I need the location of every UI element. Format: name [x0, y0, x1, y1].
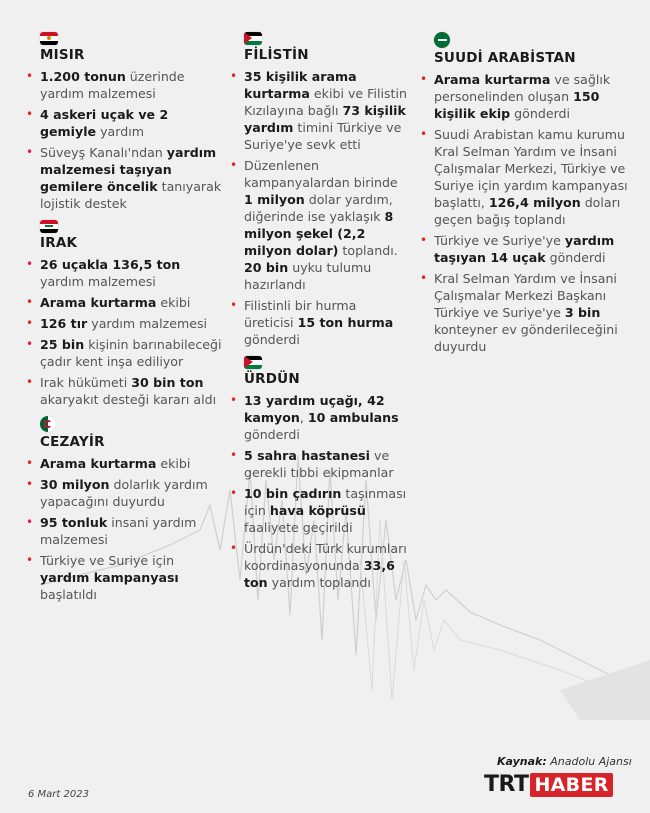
aid-item	[26, 552, 224, 603]
aid-highlight: 1.200 tonun	[40, 69, 126, 84]
country-aid-list	[26, 68, 224, 212]
aid-item	[230, 297, 408, 348]
country-suudi	[420, 32, 630, 355]
aid-text: yardım malzemesi	[87, 316, 208, 331]
source-credit	[497, 755, 632, 768]
aid-highlight: 35 kişilik arama kurtarma	[244, 69, 357, 101]
aid-text: tanıyarak lojistik destek	[40, 179, 222, 211]
aid-text: insani yardım malzemesi	[40, 515, 197, 547]
aid-text: Irak hükümeti	[40, 375, 132, 390]
aid-highlight: 4 askeri uçak ve 2 gemiyle	[40, 107, 169, 139]
publish-date: 6 Mart 2023	[28, 789, 89, 800]
aid-text: ,	[299, 410, 308, 425]
aid-text: Filistinli bir hurma üreticisi	[244, 298, 357, 330]
aid-text: ekibi	[156, 456, 191, 471]
logo-trt: TRT	[484, 772, 529, 797]
aid-text: Düzenlenen kampanyalardan birinde	[244, 158, 398, 190]
country-aid-list	[230, 68, 408, 348]
aid-text: dolarlık yardım yapacağını duyurdu	[40, 477, 208, 509]
aid-highlight: yardım malzemesi taşıyan gemilere öncelik	[40, 145, 217, 194]
aid-highlight: 73 kişilik yardım	[244, 103, 406, 135]
aid-highlight: yardım taşıyan 14 uçak	[434, 233, 615, 265]
country-aid-list	[26, 256, 224, 408]
aid-highlight: Arama kurtarma	[40, 295, 157, 310]
aid-highlight: yardım kampanyası	[40, 570, 179, 585]
aid-text: Türkiye ve Suriye için	[40, 553, 175, 568]
aid-item	[230, 540, 408, 591]
aid-text: gönderdi	[244, 332, 300, 347]
algeria-flag-icon	[40, 416, 56, 432]
aid-text: Suudi Arabistan kamu kurumu Kral Selman Yardım ve İnsani Çalışmalar Merkezi, Türkiye ve Suriye için yardım kampanyası başlattı,	[434, 127, 628, 210]
country-filistin	[230, 32, 408, 348]
aid-highlight: 10 bin çadırın	[244, 486, 342, 501]
aid-text: Süveyş Kanalı'ndan	[40, 145, 167, 160]
aid-item	[230, 485, 408, 536]
aid-text: yardım malzemesi	[40, 274, 156, 289]
aid-text: taşınması için	[244, 486, 407, 518]
aid-text: faaliyete geçirildi	[244, 520, 353, 535]
aid-highlight: 13 yardım uçağı, 42 kamyon	[244, 393, 385, 425]
aid-text: dolar yardım, diğerinde ise yaklaşık	[244, 192, 393, 224]
aid-item	[26, 514, 224, 548]
aid-item	[420, 270, 630, 355]
aid-highlight: hava köprüsü	[269, 503, 366, 518]
aid-highlight: 1 milyon	[244, 192, 305, 207]
aid-highlight: 30 milyon	[40, 477, 110, 492]
country-title: FİLİSTİN	[244, 47, 309, 63]
aid-text: uyku tulumu hazırlandı	[244, 260, 372, 292]
aid-text: yardım toplandı	[267, 575, 371, 590]
aid-highlight: 20 bin	[244, 260, 289, 275]
aid-highlight: 26 uçakla 136,5 ton	[40, 257, 181, 272]
aid-text: ve gerekli tıbbi ekipmanlar	[244, 448, 394, 480]
aid-text: gönderdi	[244, 427, 300, 442]
aid-item	[26, 106, 224, 140]
country-misir	[26, 32, 224, 212]
aid-item	[420, 71, 630, 122]
aid-text: konteyner ev gönderileceğini duyurdu	[434, 322, 618, 354]
aid-item	[26, 68, 224, 102]
aid-item	[230, 68, 408, 153]
country-cezayir	[26, 416, 224, 603]
aid-highlight: 25 bin	[40, 337, 85, 352]
aid-item	[26, 315, 224, 332]
aid-highlight: 3 bin	[564, 305, 601, 320]
aid-item	[420, 232, 630, 266]
country-title: IRAK	[40, 235, 78, 251]
aid-highlight: 150 kişilik ekip	[434, 89, 600, 121]
country-title: CEZAYİR	[40, 434, 105, 450]
aid-text: Kral Selman Yardım ve İnsani Çalışmalar Merkezi Başkanı Türkiye ve Suriye'ye	[434, 271, 617, 320]
saudi-arabia-flag-icon	[434, 32, 450, 48]
aid-text: üzerinde yardım malzemesi	[40, 69, 185, 101]
aid-highlight: 10 ambulans	[307, 410, 399, 425]
country-aid-list	[230, 392, 408, 591]
trt-haber-logo	[484, 772, 613, 797]
aid-highlight: 15 ton hurma	[297, 315, 394, 330]
aid-highlight: 95 tonluk	[40, 515, 108, 530]
aid-highlight: Arama kurtarma	[434, 72, 551, 87]
aid-highlight: 8 milyon şekel (2,2 milyon dolar)	[244, 209, 394, 258]
aid-item	[420, 126, 630, 228]
aid-text: gönderdi	[545, 250, 606, 265]
aid-text: yardım	[96, 124, 144, 139]
aid-item	[26, 374, 224, 408]
country-aid-list	[26, 455, 224, 603]
country-title: ÜRDÜN	[244, 371, 300, 387]
aid-item	[230, 157, 408, 293]
aid-item	[26, 294, 224, 311]
aid-item	[230, 447, 408, 481]
country-aid-list	[420, 71, 630, 355]
country-title: SUUDİ ARABİSTAN	[434, 50, 576, 66]
aid-highlight: 30 bin ton	[131, 375, 204, 390]
aid-item	[26, 144, 224, 212]
source-value: Anadolu Ajansı	[546, 755, 632, 768]
aid-item	[26, 256, 224, 290]
aid-item	[26, 336, 224, 370]
aid-text: Türkiye ve Suriye'ye	[434, 233, 565, 248]
egypt-flag-icon	[40, 32, 58, 45]
aid-item	[26, 476, 224, 510]
aid-text: ekibi ve Filistin Kızılayına bağlı	[244, 86, 407, 118]
country-urdun	[230, 356, 408, 591]
aid-highlight: 5 sahra hastanesi	[244, 448, 370, 463]
iraq-flag-icon	[40, 220, 58, 233]
aid-text: ve sağlık personelinden oluşan	[434, 72, 611, 104]
aid-highlight: Arama kurtarma	[40, 456, 157, 471]
aid-highlight: 126 tır	[40, 316, 88, 331]
aid-text: gönderdi	[510, 106, 571, 121]
source-label: Kaynak:	[497, 755, 547, 768]
country-irak	[26, 220, 224, 408]
palestine-flag-icon	[244, 32, 262, 45]
aid-text: doları geçen bağış toplandı	[434, 195, 621, 227]
aid-text: başlatıldı	[40, 587, 97, 602]
logo-haber: HABER	[530, 773, 612, 797]
country-title: MISIR	[40, 47, 85, 63]
aid-highlight: 33,6 ton	[244, 558, 395, 590]
aid-text: kişinin barınabileceği çadır kent inşa ediliyor	[40, 337, 222, 369]
aid-text: Ürdün'deki Türk kurumları koordinasyonunda	[244, 541, 407, 573]
aid-item	[26, 455, 224, 472]
aid-text: timini Türkiye ve Suriye'ye sevk etti	[244, 120, 402, 152]
aid-highlight: 126,4 milyon	[488, 195, 581, 210]
aid-text: akaryakıt desteği kararı aldı	[40, 392, 217, 407]
aid-text: ekibi	[156, 295, 191, 310]
jordan-flag-icon	[244, 356, 262, 369]
aid-item	[230, 392, 408, 443]
aid-text: toplandı.	[338, 243, 398, 258]
